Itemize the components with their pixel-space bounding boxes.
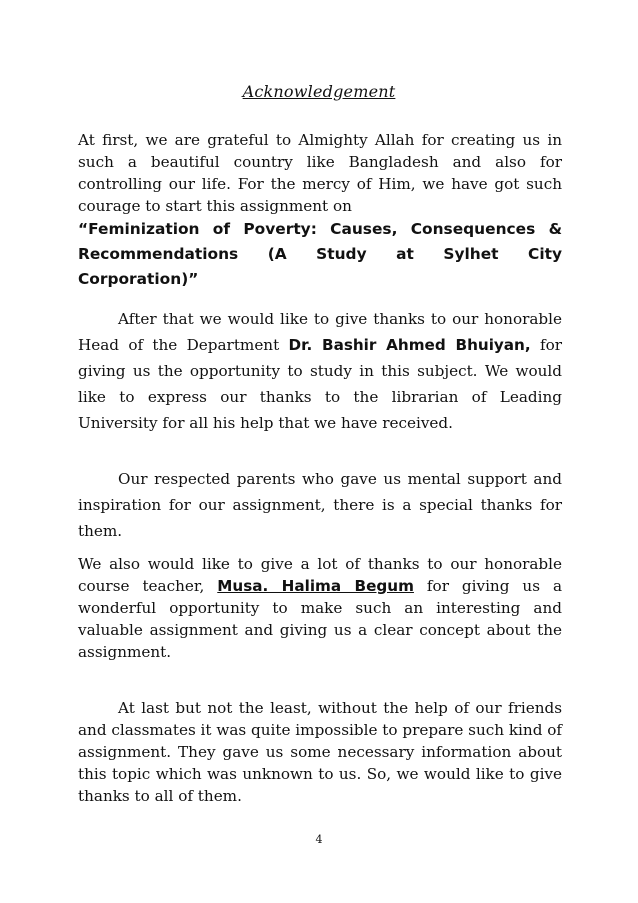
paragraph-text-before: We also would like to give a lot of thanks to our honorable course teacher, — [78, 555, 562, 595]
paragraph-parents — [78, 466, 562, 544]
paragraph-text: At last but not the least, without the help of our friends and classmates it was quite impossible to prepare such kind of assignment. They gave us some necessary information about this topic which was unknown to us. So, we would like to give thanks to all of them. — [78, 699, 563, 805]
page-title: Acknowledgement — [242, 82, 396, 101]
paragraph-text: Our respected parents who gave us mental support and inspiration for our assignment, there is a special thanks for them. — [78, 470, 562, 540]
paragraph-friends — [78, 697, 562, 807]
paragraph-text-after: for giving us a wonderful opportunity to make such an interesting and valuable assignment and giving us a clear concept about the assignment. — [78, 577, 563, 661]
paragraph-head-of-department — [78, 306, 562, 436]
paragraph-text-before: After that we would like to give thanks to our honorable Head of the Department — [78, 310, 562, 354]
course-teacher-name: Musa. Halima Begum — [217, 577, 414, 595]
paragraph-intro — [78, 129, 562, 292]
intro-text: At first, we are grateful to Almighty Allah for creating us in such a beautiful country like Bangladesh and also for controlling our life. For the mercy of Him, we have got such courage to start this assignment on — [78, 131, 562, 215]
paragraph-course-teacher — [78, 553, 562, 663]
paragraph-text-after: for giving us the opportunity to study in this subject. We would like to express our thanks to the librarian of Leading University for all his help that we have received. — [78, 336, 562, 432]
page-number: 4 — [315, 833, 323, 846]
head-of-department-name: Dr. Bashir Ahmed Bhuiyan, — [288, 336, 531, 354]
assignment-title-quote: “Feminization of Poverty: Causes, Consequences & Recommendations (A Study at Sylhet City Corporation)” — [78, 220, 562, 288]
